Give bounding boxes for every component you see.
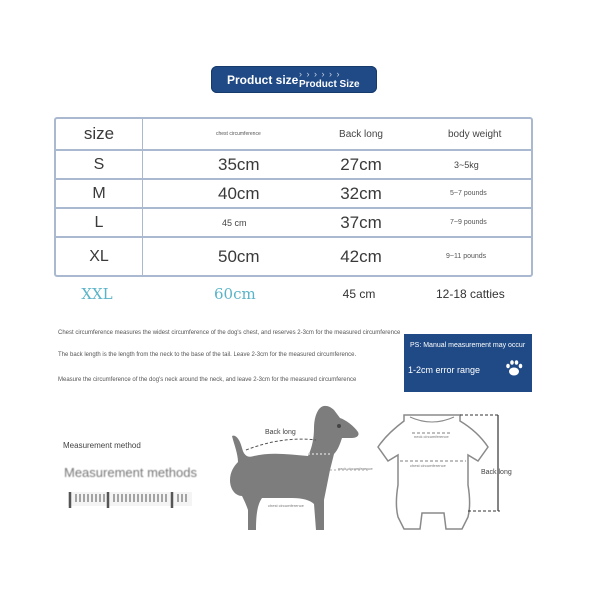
ps-line2: 1-2cm error range [408, 365, 481, 375]
row-weight: 12-18 catties [436, 287, 505, 301]
note-back: The back length is the length from the neck to the base of the tail. Leave 2-3cm for the measured circumference. [58, 352, 357, 358]
dog-back-long-label: Back long [265, 429, 296, 436]
row-back: 45 cm [342, 287, 376, 301]
size-table [54, 117, 533, 277]
header-chest: chest circumference [216, 131, 261, 137]
paw-icon [504, 358, 524, 378]
row-size: XXL [81, 285, 113, 303]
row-back: 32cm [340, 183, 382, 203]
row-weight: 3~5kg [454, 159, 479, 170]
tape-measure-icon [68, 488, 192, 510]
row-chest: 35cm [218, 154, 260, 174]
row-size: L [94, 213, 104, 231]
table-row [56, 238, 531, 275]
shirt-neck-label: neck circumference [414, 434, 449, 439]
row-size: XL [89, 247, 109, 265]
row-weight: 5~7 pounds [450, 190, 487, 197]
row-weight: 9~11 pounds [446, 253, 487, 260]
row-back: 27cm [340, 154, 382, 174]
table-row [56, 209, 531, 238]
banner-subtitle: Product Size [299, 79, 360, 90]
row-weight: 7~9 pounds [450, 219, 487, 226]
row-chest: 45 cm [222, 217, 247, 228]
dog-neck-label: neck circumference [338, 466, 373, 471]
header-weight: body weight [448, 128, 502, 140]
shirt-back-long-label: Back long [481, 469, 512, 476]
measurement-method-label: Measurement method [63, 441, 141, 450]
row-chest: 40cm [218, 183, 260, 203]
ps-line1: PS: Manual measurement may occur [410, 342, 526, 349]
row-chest: 60cm [214, 285, 256, 303]
table-row-xxl [54, 283, 533, 305]
banner-chevrons: › › › › › › [299, 69, 341, 79]
row-back: 37cm [340, 212, 382, 232]
ps-note-box [404, 334, 532, 392]
header-size: size [83, 124, 115, 143]
header-back: Back long [339, 128, 383, 140]
table-header-row [56, 119, 531, 151]
note-neck: Measure the circumference of the dog's neck around the neck, and leave 2-3cm for the measured circumference [58, 377, 357, 383]
table-row [56, 180, 531, 209]
measurement-methods-title: Measurement methods [64, 465, 197, 480]
dog-chest-label: chest circumference [268, 503, 304, 508]
shirt-chest-label: chest circumference [410, 463, 446, 468]
row-back: 42cm [340, 246, 382, 266]
product-size-banner [211, 66, 377, 93]
row-size: M [92, 184, 106, 202]
banner-title: Product size [227, 72, 299, 87]
row-size: S [93, 155, 105, 173]
row-chest: 50cm [218, 246, 260, 266]
note-chest: Chest circumference measures the widest circumference of the dog's chest, and reserves 2-3cm for the measured circumference [58, 330, 401, 336]
table-row [56, 151, 531, 180]
